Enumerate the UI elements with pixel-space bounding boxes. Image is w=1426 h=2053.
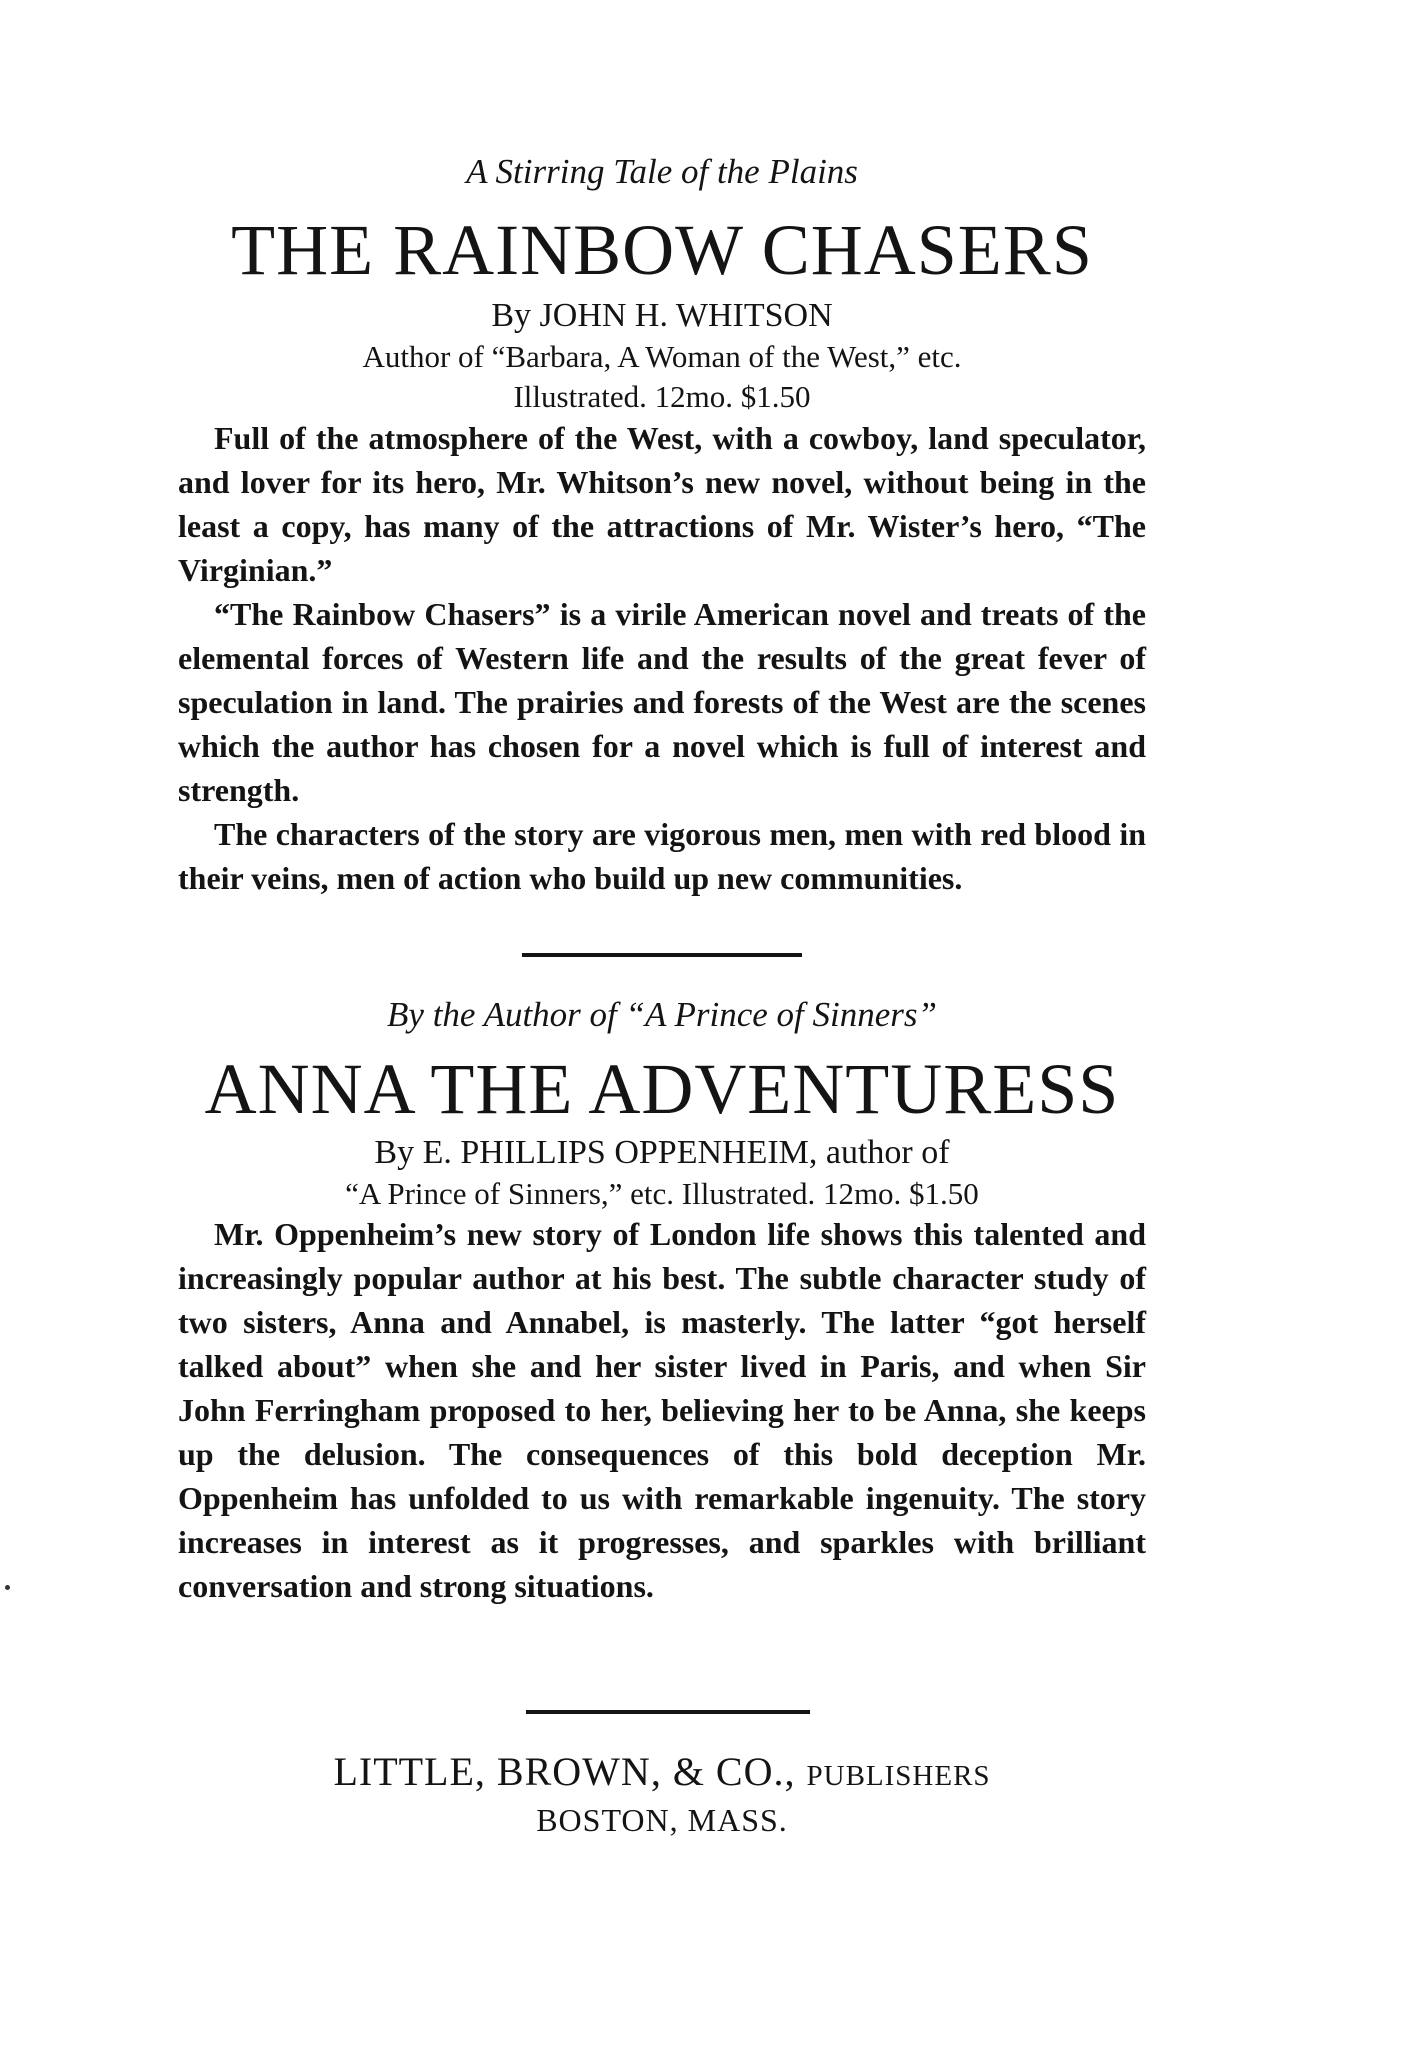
book1-details: Illustrated. 12mo. $1.50 [513, 379, 811, 414]
book1-author-of: Author of “Barbara, A Woman of the West,” etc. [362, 339, 962, 374]
book1-paragraph-2: “The Rainbow Chasers” is a virile American novel and treats of the elemental forces of Western life and the results of the great fever of speculation in land. The prairies and forests of the West are the scenes which the author has chosen for a novel which is full of interest and strength. [178, 596, 1146, 808]
book1-paragraph-1: Full of the atmosphere of the West, with a cowboy, land speculator, and lover for its hero, Mr. Whitson’s new novel, without being in the least a copy, has many of the attractions of Mr. Wister’s hero, “The Virginian.” [178, 420, 1146, 588]
section-divider-1 [522, 953, 802, 957]
book1-kicker: A Stirring Tale of the Plains [466, 152, 858, 191]
publisher-city: BOSTON, MASS. [536, 1802, 788, 1838]
publisher-name: LITTLE, BROWN, & CO., [333, 1749, 796, 1794]
book2-section [178, 993, 1146, 1037]
book2-description [178, 1212, 1146, 1608]
publisher-line [178, 1748, 1146, 1800]
book1-description [178, 416, 1146, 900]
book1-credits [178, 295, 1146, 417]
section-divider-2 [526, 1710, 810, 1714]
book1-paragraph-3: The characters of the story are vigorous men, men with red blood in their veins, men of action who build up new communities. [178, 816, 1146, 896]
book1-title-block [178, 209, 1146, 291]
book2-title: ANNA THE ADVENTURESS [204, 1049, 1120, 1129]
publisher-suffix: PUBLISHERS [806, 1760, 991, 1792]
scan-speck [5, 1585, 10, 1590]
book2-details: “A Prince of Sinners,” etc. Illustrated. 12mo. $1.50 [345, 1176, 979, 1211]
book2-credits [178, 1132, 1146, 1214]
book2-kicker: By the Author of “A Prince of Sinners” [387, 995, 937, 1034]
book2-paragraph-1: Mr. Oppenheim’s new story of London life shows this talented and increasingly popular author at his best. The subtle character study of two sisters, Anna and Annabel, is masterly. The latter “got herself talked about” when she and her sister lived in Paris, and when Sir John Ferringham proposed to her, believing her to be Anna, she keeps up the delusion. The consequences of this bold deception Mr. Oppenheim has unfolded to us with remarkable ingenuity. The story increases in interest as it progresses, and sparkles with brilliant conversation and strong situations. [178, 1216, 1146, 1604]
book2-byline: By E. PHILLIPS OPPENHEIM, author of [374, 1134, 950, 1171]
book2-title-block [178, 1048, 1146, 1130]
book1-section [178, 150, 1146, 194]
book1-title: THE RAINBOW CHASERS [231, 210, 1093, 290]
book1-byline: By JOHN H. WHITSON [491, 297, 833, 334]
publisher-block [178, 1748, 1146, 1840]
